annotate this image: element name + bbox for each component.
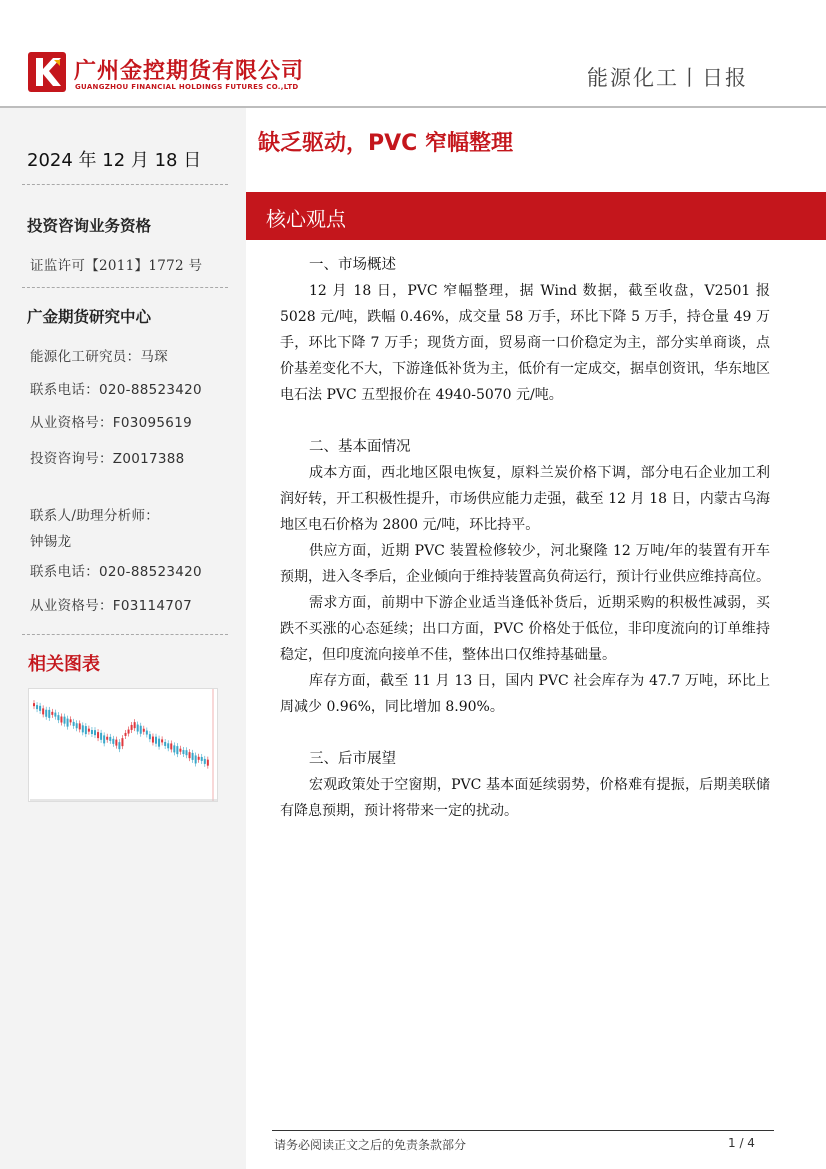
qualification-heading: 投资咨询业务资格 bbox=[27, 217, 152, 235]
candle-body bbox=[170, 743, 172, 749]
report-body bbox=[280, 252, 770, 824]
candle-body bbox=[186, 750, 188, 755]
company-name-en: GUANGZHOU FINANCIAL HOLDINGS FUTURES CO.,LTD bbox=[75, 83, 299, 91]
candle-body bbox=[45, 710, 47, 717]
contact-label: 联系人/助理分析师： bbox=[30, 508, 160, 524]
candle-body bbox=[54, 713, 56, 717]
candle-body bbox=[73, 722, 75, 726]
report-type: 能源化工丨日报 bbox=[587, 66, 748, 90]
sidebar-divider bbox=[22, 184, 228, 185]
candle-body bbox=[70, 719, 72, 722]
candle-body bbox=[64, 717, 66, 724]
report-date: 2024 年 12 月 18 日 bbox=[27, 150, 202, 171]
candle-body bbox=[176, 746, 178, 754]
candle-body bbox=[189, 752, 191, 758]
certificate-number-2: 从业资格号：F03114707 bbox=[30, 598, 192, 614]
candle-body bbox=[42, 708, 44, 714]
candle-body bbox=[125, 733, 127, 736]
candle-body bbox=[146, 731, 148, 735]
candle-body bbox=[36, 705, 38, 709]
candle-body bbox=[85, 726, 87, 734]
candle-body bbox=[39, 706, 41, 711]
candle-body bbox=[161, 739, 163, 742]
candle-body bbox=[76, 723, 78, 728]
section-heading: 三、后市展望 bbox=[309, 751, 396, 767]
candle-body bbox=[106, 737, 108, 740]
candle-body bbox=[33, 703, 35, 706]
candle-body bbox=[131, 725, 133, 730]
candle-body bbox=[192, 753, 194, 760]
company-name-cn: 广州金控期货有限公司 bbox=[74, 59, 305, 84]
certificate-number-1: 从业资格号：F03095619 bbox=[30, 415, 192, 431]
page-header bbox=[0, 0, 826, 108]
candle-body bbox=[109, 737, 111, 741]
candle-body bbox=[204, 759, 206, 764]
paragraph: 需求方面，前期中下游企业适当逢低补货后，近期采购的积极性减弱，买跌不买涨的心态延续；出口方面，PVC 价格处于低位，非印度流向的订单维持稳定，但印度流向接单不佳，整体出口仅维持基础量。 bbox=[280, 595, 770, 663]
candle-body bbox=[100, 733, 102, 740]
paragraph: 宏观政策处于空窗期，PVC 基本面延续弱势，价格难有提振，后期美联储有降息预期，预计将带来一定的扰动。 bbox=[280, 777, 770, 819]
candle-body bbox=[118, 742, 120, 749]
candle-body bbox=[51, 712, 53, 715]
candle-body bbox=[103, 735, 105, 743]
page-number: 1 / 4 bbox=[728, 1136, 755, 1150]
candle-body bbox=[149, 734, 151, 739]
related-charts-heading: 相关图表 bbox=[28, 654, 100, 675]
paragraph: 库存方面，截至 11 月 13 日，国内 PVC 社会库存为 47.7 万吨，环比上周减少 0.96%，同比增加 8.90%。 bbox=[280, 673, 770, 715]
candle-body bbox=[164, 742, 166, 746]
candle-body bbox=[137, 725, 139, 732]
candle-body bbox=[88, 729, 90, 732]
candle-body bbox=[112, 739, 114, 744]
research-center-heading: 广金期货研究中心 bbox=[27, 308, 152, 326]
candle-body bbox=[143, 729, 145, 732]
contact-phone-2: 联系电话：020-88523420 bbox=[30, 564, 202, 580]
candle-body bbox=[60, 717, 62, 723]
sidebar-divider bbox=[22, 287, 228, 288]
candle-body bbox=[115, 740, 117, 746]
candle-body bbox=[158, 739, 160, 747]
section-heading: 一、市场概述 bbox=[309, 257, 396, 273]
candle-body bbox=[79, 723, 81, 729]
candle-body bbox=[195, 755, 197, 763]
candle-body bbox=[57, 715, 59, 720]
candle-body bbox=[140, 726, 142, 734]
candle-body bbox=[155, 737, 157, 744]
footer-divider bbox=[272, 1130, 774, 1131]
candle-body bbox=[179, 749, 181, 752]
candle-body bbox=[198, 757, 200, 760]
candle-body bbox=[167, 743, 169, 748]
candle-body bbox=[82, 725, 84, 732]
candle-body bbox=[173, 745, 175, 752]
paragraph: 12 月 18 日，PVC 窄幅整理，据 Wind 数据，截至收盘，V2501 报 5028 元/吨，跌幅 0.46%，成交量 58 万手，环比下降 5 万手，持仓量 49 万手，环比下降 7 万手；现货方面，贸易商一口价稳定为主，部分实单商谈，点价基差变化不大，下游逢低补货为主，低价有一定成交，据卓创资讯，华东地区电石法 PVC 五型报价在 4940-5070 元/吨。 bbox=[280, 283, 770, 403]
candle-body bbox=[134, 722, 136, 728]
contact-name: 钟锡龙 bbox=[30, 534, 72, 550]
candle-body bbox=[152, 737, 154, 743]
candle-body bbox=[97, 732, 99, 738]
candle-body bbox=[121, 738, 123, 746]
researcher: 能源化工研究员：马琛 bbox=[30, 349, 168, 365]
disclaimer-note: 请务必阅读正文之后的免责条款部分 bbox=[274, 1138, 467, 1152]
license-number: 证监许可【2011】1772 号 bbox=[30, 258, 203, 274]
candlestick-thumbnail-icon bbox=[29, 689, 217, 801]
company-logo-icon bbox=[28, 52, 66, 92]
consult-number: 投资咨询号：Z0017388 bbox=[30, 451, 185, 467]
candle-body bbox=[182, 750, 184, 754]
related-chart-thumbnail bbox=[28, 688, 218, 802]
candle-body bbox=[201, 757, 203, 761]
paragraph: 成本方面，西北地区限电恢复，原料兰炭价格下调，部分电石企业加工利润好转，开工积极性提升，市场供应能力走强，截至 12 月 18 日，内蒙古乌海地区电石价格为 2800 元/吨，环比持平。 bbox=[280, 465, 770, 533]
candle-body bbox=[128, 730, 130, 734]
candle-body bbox=[48, 710, 50, 718]
candle-body bbox=[94, 730, 96, 735]
contact-phone-1: 联系电话：020-88523420 bbox=[30, 382, 202, 398]
candle-body bbox=[91, 730, 93, 734]
paragraph: 供应方面，近期 PVC 装置检修较少，河北聚隆 12 万吨/年的装置有开车预期，进入冬季后，企业倾向于维持装置高负荷运行，预计行业供应维持高位。 bbox=[280, 543, 770, 585]
section-heading: 二、基本面情况 bbox=[309, 439, 411, 455]
candle-body bbox=[67, 719, 69, 727]
report-title: 缺乏驱动，PVC 窄幅整理 bbox=[258, 131, 513, 156]
sidebar-divider bbox=[22, 634, 228, 635]
core-view-label: 核心观点 bbox=[266, 207, 346, 231]
candle-body bbox=[207, 760, 209, 766]
